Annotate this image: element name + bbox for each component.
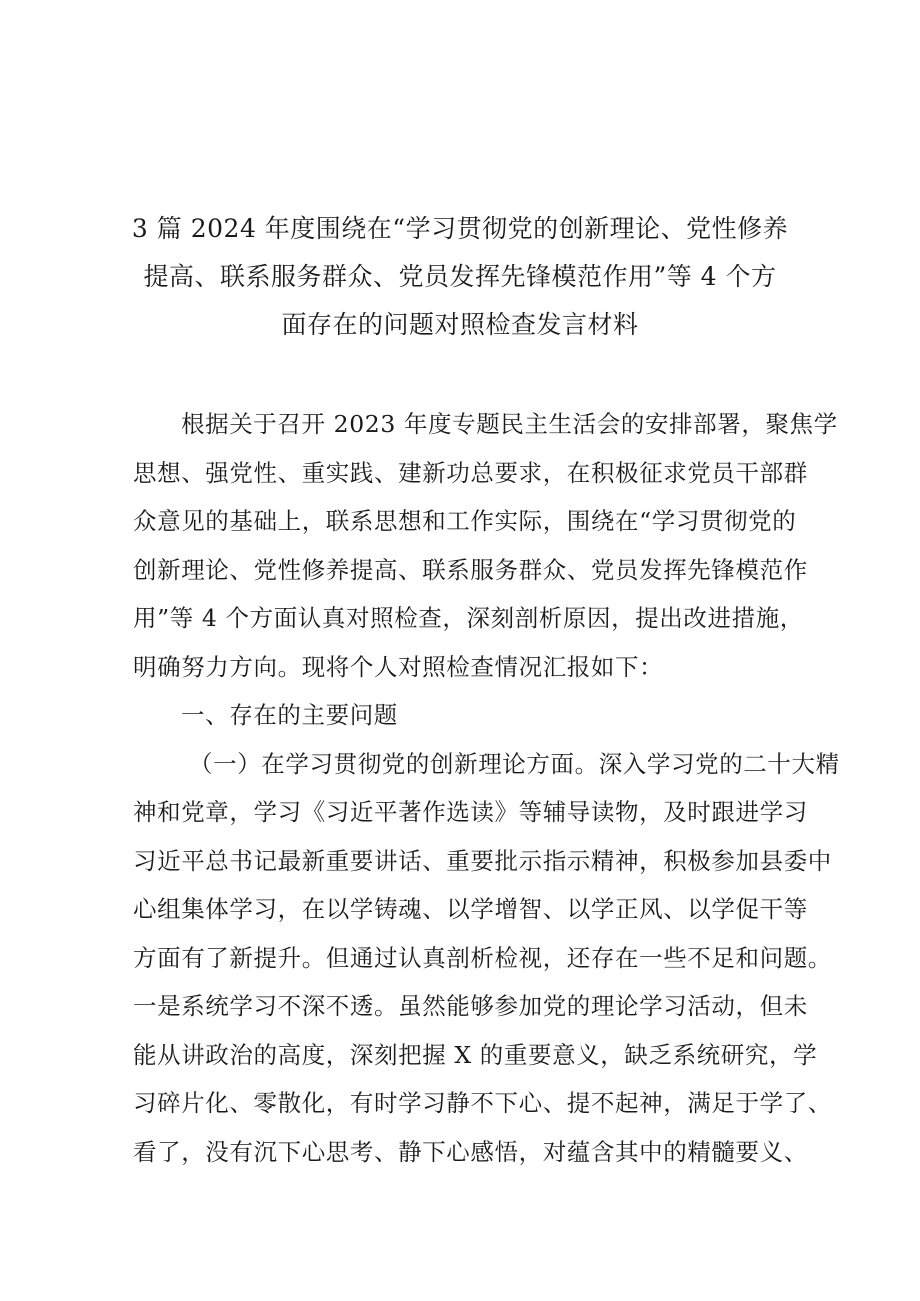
intro-paragraph-line: 明确努力方向。现将个人对照检查情况汇报如下： bbox=[133, 652, 664, 681]
subsection-paragraph-line: 看了，没有沉下心思考、静下心感悟，对蕴含其中的精髓要义、 bbox=[133, 1137, 808, 1166]
title-line: 3 篇 2024 年度围绕在“学习贯彻党的创新理论、党性修养 bbox=[131, 214, 789, 243]
section-heading: 一、存在的主要问题 bbox=[181, 701, 398, 729]
subsection-paragraph-line: 方面有了新提升。但通过认真剖析检视，还存在一些不足和问题。 bbox=[133, 943, 832, 972]
subsection-paragraph-line: 心组集体学习，在以学铸魂、以学增智、以学正风、以学促干等 bbox=[133, 895, 808, 923]
intro-paragraph-line: 创新理论、党性修养提高、联系服务群众、党员发挥先锋模范作 bbox=[133, 555, 808, 584]
title-line: 提高、联系服务群众、党员发挥先锋模范作用”等 4 个方 bbox=[143, 262, 777, 291]
intro-paragraph-line: 用”等 4 个方面认真对照检查，深刻剖析原因，提出改进措施， bbox=[133, 604, 804, 632]
intro-paragraph-line: 思想、强党性、重实践、建新功总要求，在积极征求党员干部群 bbox=[133, 458, 808, 487]
document-title bbox=[120, 205, 800, 349]
subsection-paragraph-line: 能从讲政治的高度，深刻把握 X 的重要意义，缺乏系统研究，学 bbox=[133, 1040, 818, 1069]
intro-paragraph-line: 根据关于召开 2023 年度专题民主生活会的安排部署，聚焦学 bbox=[181, 410, 838, 438]
subsection-paragraph-line: （一）在学习贯彻党的创新理论方面。深入学习党的二十大精 bbox=[189, 749, 840, 778]
subsection-paragraph-line: 习碎片化、零散化，有时学习静不下心、提不起神，满足于学了、 bbox=[133, 1089, 832, 1117]
subsection-paragraph-line: 一是系统学习不深不透。虽然能够参加党的理论学习活动，但未 bbox=[133, 992, 808, 1020]
intro-paragraph-line: 众意见的基础上，联系思想和工作实际，围绕在“学习贯彻党的 bbox=[133, 507, 797, 535]
title-line: 面存在的问题对照检查发言材料 bbox=[281, 310, 639, 339]
document-body bbox=[133, 400, 840, 1176]
subsection-paragraph-line: 习近平总书记最新重要讲话、重要批示指示精神，积极参加县委中 bbox=[133, 846, 832, 875]
subsection-paragraph-line: 神和党章，学习《习近平著作选读》等辅导读物，及时跟进学习 bbox=[133, 798, 808, 826]
